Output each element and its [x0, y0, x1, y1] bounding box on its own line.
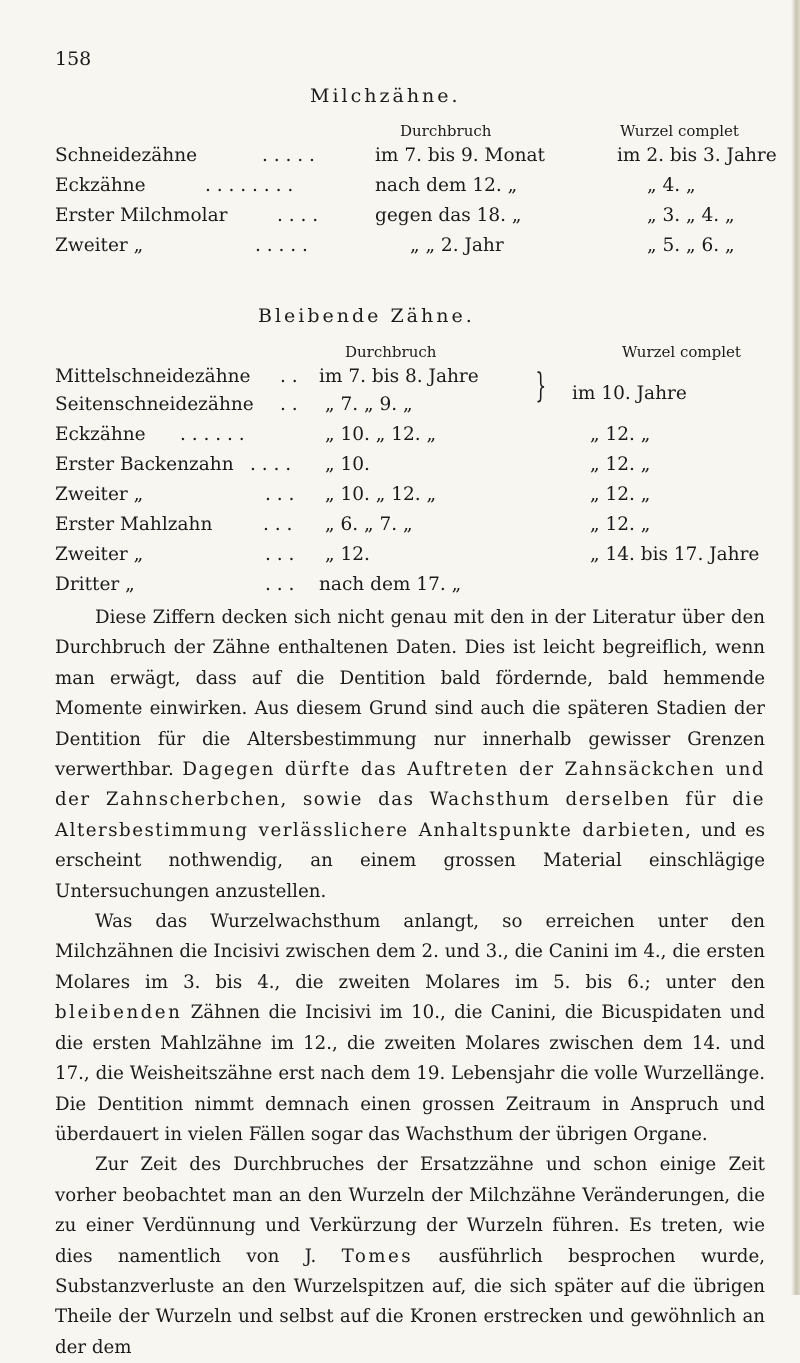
tooth-name: Seitenschneidezähne: [55, 394, 254, 415]
table-row: [55, 394, 775, 420]
tooth-name: Erster Milchmolar: [55, 205, 228, 226]
tooth-name: Eckzähne: [55, 424, 146, 445]
tooth-name: Zweiter „: [55, 544, 144, 565]
table-row: [55, 544, 775, 570]
leader-dots: . .: [280, 394, 298, 415]
spaced-text-span: Dagegen dürfte das Auftreten der Zahnsäckchen und der Zahnscherbchen, sowie das Wachsthum derselben für die Altersbestimmung verlässlichere Anhaltspunkte darbieten,: [55, 759, 765, 841]
root-value: „ 12. „: [590, 424, 651, 445]
tooth-name: Mittelschneidezähne: [55, 366, 251, 387]
breakthrough-value: „ 10. „ 12. „: [325, 484, 437, 505]
text-span: Zur Zeit des Durchbruches der Ersatzzähne und schon einige Zeit vorher beobachtet man an den Wurzeln der Milchzähne Veränderungen, die zu einer Verdünnung und Verkürzung der Wurzeln führen. Es treten, wie dies namentlich von J.: [55, 1154, 765, 1267]
leader-dots: . . . .: [277, 205, 319, 226]
leader-dots: . . . . . .: [180, 424, 245, 445]
table-row: [55, 366, 775, 392]
tooth-name: Dritter „: [55, 574, 135, 595]
table-row: [55, 145, 775, 171]
spaced-text-span: Tomes: [341, 1245, 414, 1267]
brace-root-value: im 10. Jahre: [572, 383, 687, 404]
breakthrough-value: „ 10.: [325, 454, 370, 475]
leader-dots: . . .: [265, 484, 295, 505]
leader-dots: . .: [280, 366, 298, 387]
breakthrough-value: gegen das 18. „: [375, 205, 522, 226]
leader-dots: . . . . . . . .: [205, 175, 294, 196]
table-row: [55, 454, 775, 480]
permanent-header-root: Wurzel complet: [622, 343, 741, 361]
root-value: „ 14. bis 17. Jahre: [590, 544, 760, 565]
table-row: [55, 424, 775, 450]
tooth-name: Erster Backenzahn: [55, 454, 234, 475]
tooth-name: Zweiter „: [55, 235, 144, 256]
milk-header-root: Wurzel complet: [620, 122, 739, 140]
brace: }: [535, 366, 547, 406]
breakthrough-value: im 7. bis 8. Jahre: [319, 366, 479, 387]
paragraph: [55, 603, 765, 907]
root-value: im 2. bis 3. Jahre: [617, 145, 777, 166]
tooth-name: Schneidezähne: [55, 145, 198, 166]
spaced-text-span: bleibenden: [55, 1002, 183, 1024]
leader-dots: . . . . .: [262, 145, 315, 166]
leader-dots: . . .: [265, 574, 295, 595]
leader-dots: . . .: [265, 544, 295, 565]
root-value: „ 5. „ 6. „: [647, 235, 735, 256]
leader-dots: . . .: [263, 514, 293, 535]
milk-header-breakthrough: Durchbruch: [400, 122, 492, 140]
page-edge-shadow: [791, 0, 800, 1295]
text-span: ausführlich besprochen wurde, Substanzverluste an den Wurzelspitzen auf, die sich später auf die übrigen Theile der Wurzeln und selbst auf die Kronen erstrecken und gewöhnlich an der dem: [55, 1245, 765, 1358]
paragraph: [55, 1150, 765, 1363]
permanent-teeth-title: Bleibende Zähne.: [258, 305, 475, 327]
permanent-header-breakthrough: Durchbruch: [345, 343, 437, 361]
table-row: [55, 175, 775, 201]
body-text: [55, 603, 765, 1363]
paragraph: [55, 907, 765, 1150]
breakthrough-value: „ 7. „ 9. „: [325, 394, 413, 415]
root-value: „ 3. „ 4. „: [647, 205, 735, 226]
breakthrough-value: „ 6. „ 7. „: [325, 514, 413, 535]
leader-dots: . . . . .: [255, 235, 308, 256]
table-row: [55, 235, 775, 261]
breakthrough-value: im 7. bis 9. Monat: [375, 145, 545, 166]
root-value: „ 12. „: [590, 484, 651, 505]
breakthrough-value: „ „ 2. Jahr: [410, 235, 504, 256]
table-row: [55, 574, 775, 600]
root-value: „ 12. „: [590, 514, 651, 535]
text-span: und es erscheint nothwendig, an einem grossen Material einschlägige Untersuchungen anzustellen.: [55, 819, 765, 902]
breakthrough-value: nach dem 17. „: [319, 574, 462, 595]
table-row: [55, 205, 775, 231]
breakthrough-value: nach dem 12. „: [375, 175, 518, 196]
tooth-name: Erster Mahlzahn: [55, 514, 213, 535]
root-value: „ 12. „: [590, 454, 651, 475]
milk-teeth-title: Milchzähne.: [310, 85, 461, 107]
leader-dots: . . . .: [250, 454, 292, 475]
breakthrough-value: „ 10. „ 12. „: [325, 424, 437, 445]
page-number: 158: [55, 48, 92, 70]
table-row: [55, 514, 775, 540]
root-value: „ 4. „: [647, 175, 696, 196]
breakthrough-value: „ 12.: [325, 544, 370, 565]
text-span: Was das Wurzelwachsthum anlangt, so erreichen unter den Milchzähnen die Incisivi zwischen dem 2. und 3., die Canini im 4., die ersten Molares im 3. bis 4., die zweiten Molares im 5. bis 6.; unter den: [55, 911, 765, 993]
tooth-name: Zweiter „: [55, 484, 144, 505]
text-span: Diese Ziffern decken sich nicht genau mit den in der Literatur über den Durchbruch der Zähne enthaltenen Daten. Dies ist leicht begreiflich, wenn man erwägt, dass auf die Dentition bald fördernde, bald hemmende Momente einwirken. Aus diesem Grund sind auch die späteren Stadien der Dentition für die Altersbestimmung nur innerhalb gewisser Grenzen verwerthbar.: [55, 607, 765, 781]
tooth-name: Eckzähne: [55, 175, 146, 196]
text-span: Zähnen die Incisivi im 10., die Canini, die Bicuspidaten und die ersten Mahlzähne im 12., die zweiten Molares zwischen dem 14. und 17., die Weisheitszähne erst nach dem 19. Lebensjahr die volle Wurzellänge. Die Dentition nimmt demnach einen grossen Zeitraum in Anspruch und überdauert in vielen Fällen sogar das Wachsthum der übrigen Organe.: [55, 1002, 765, 1145]
table-row: [55, 484, 775, 510]
